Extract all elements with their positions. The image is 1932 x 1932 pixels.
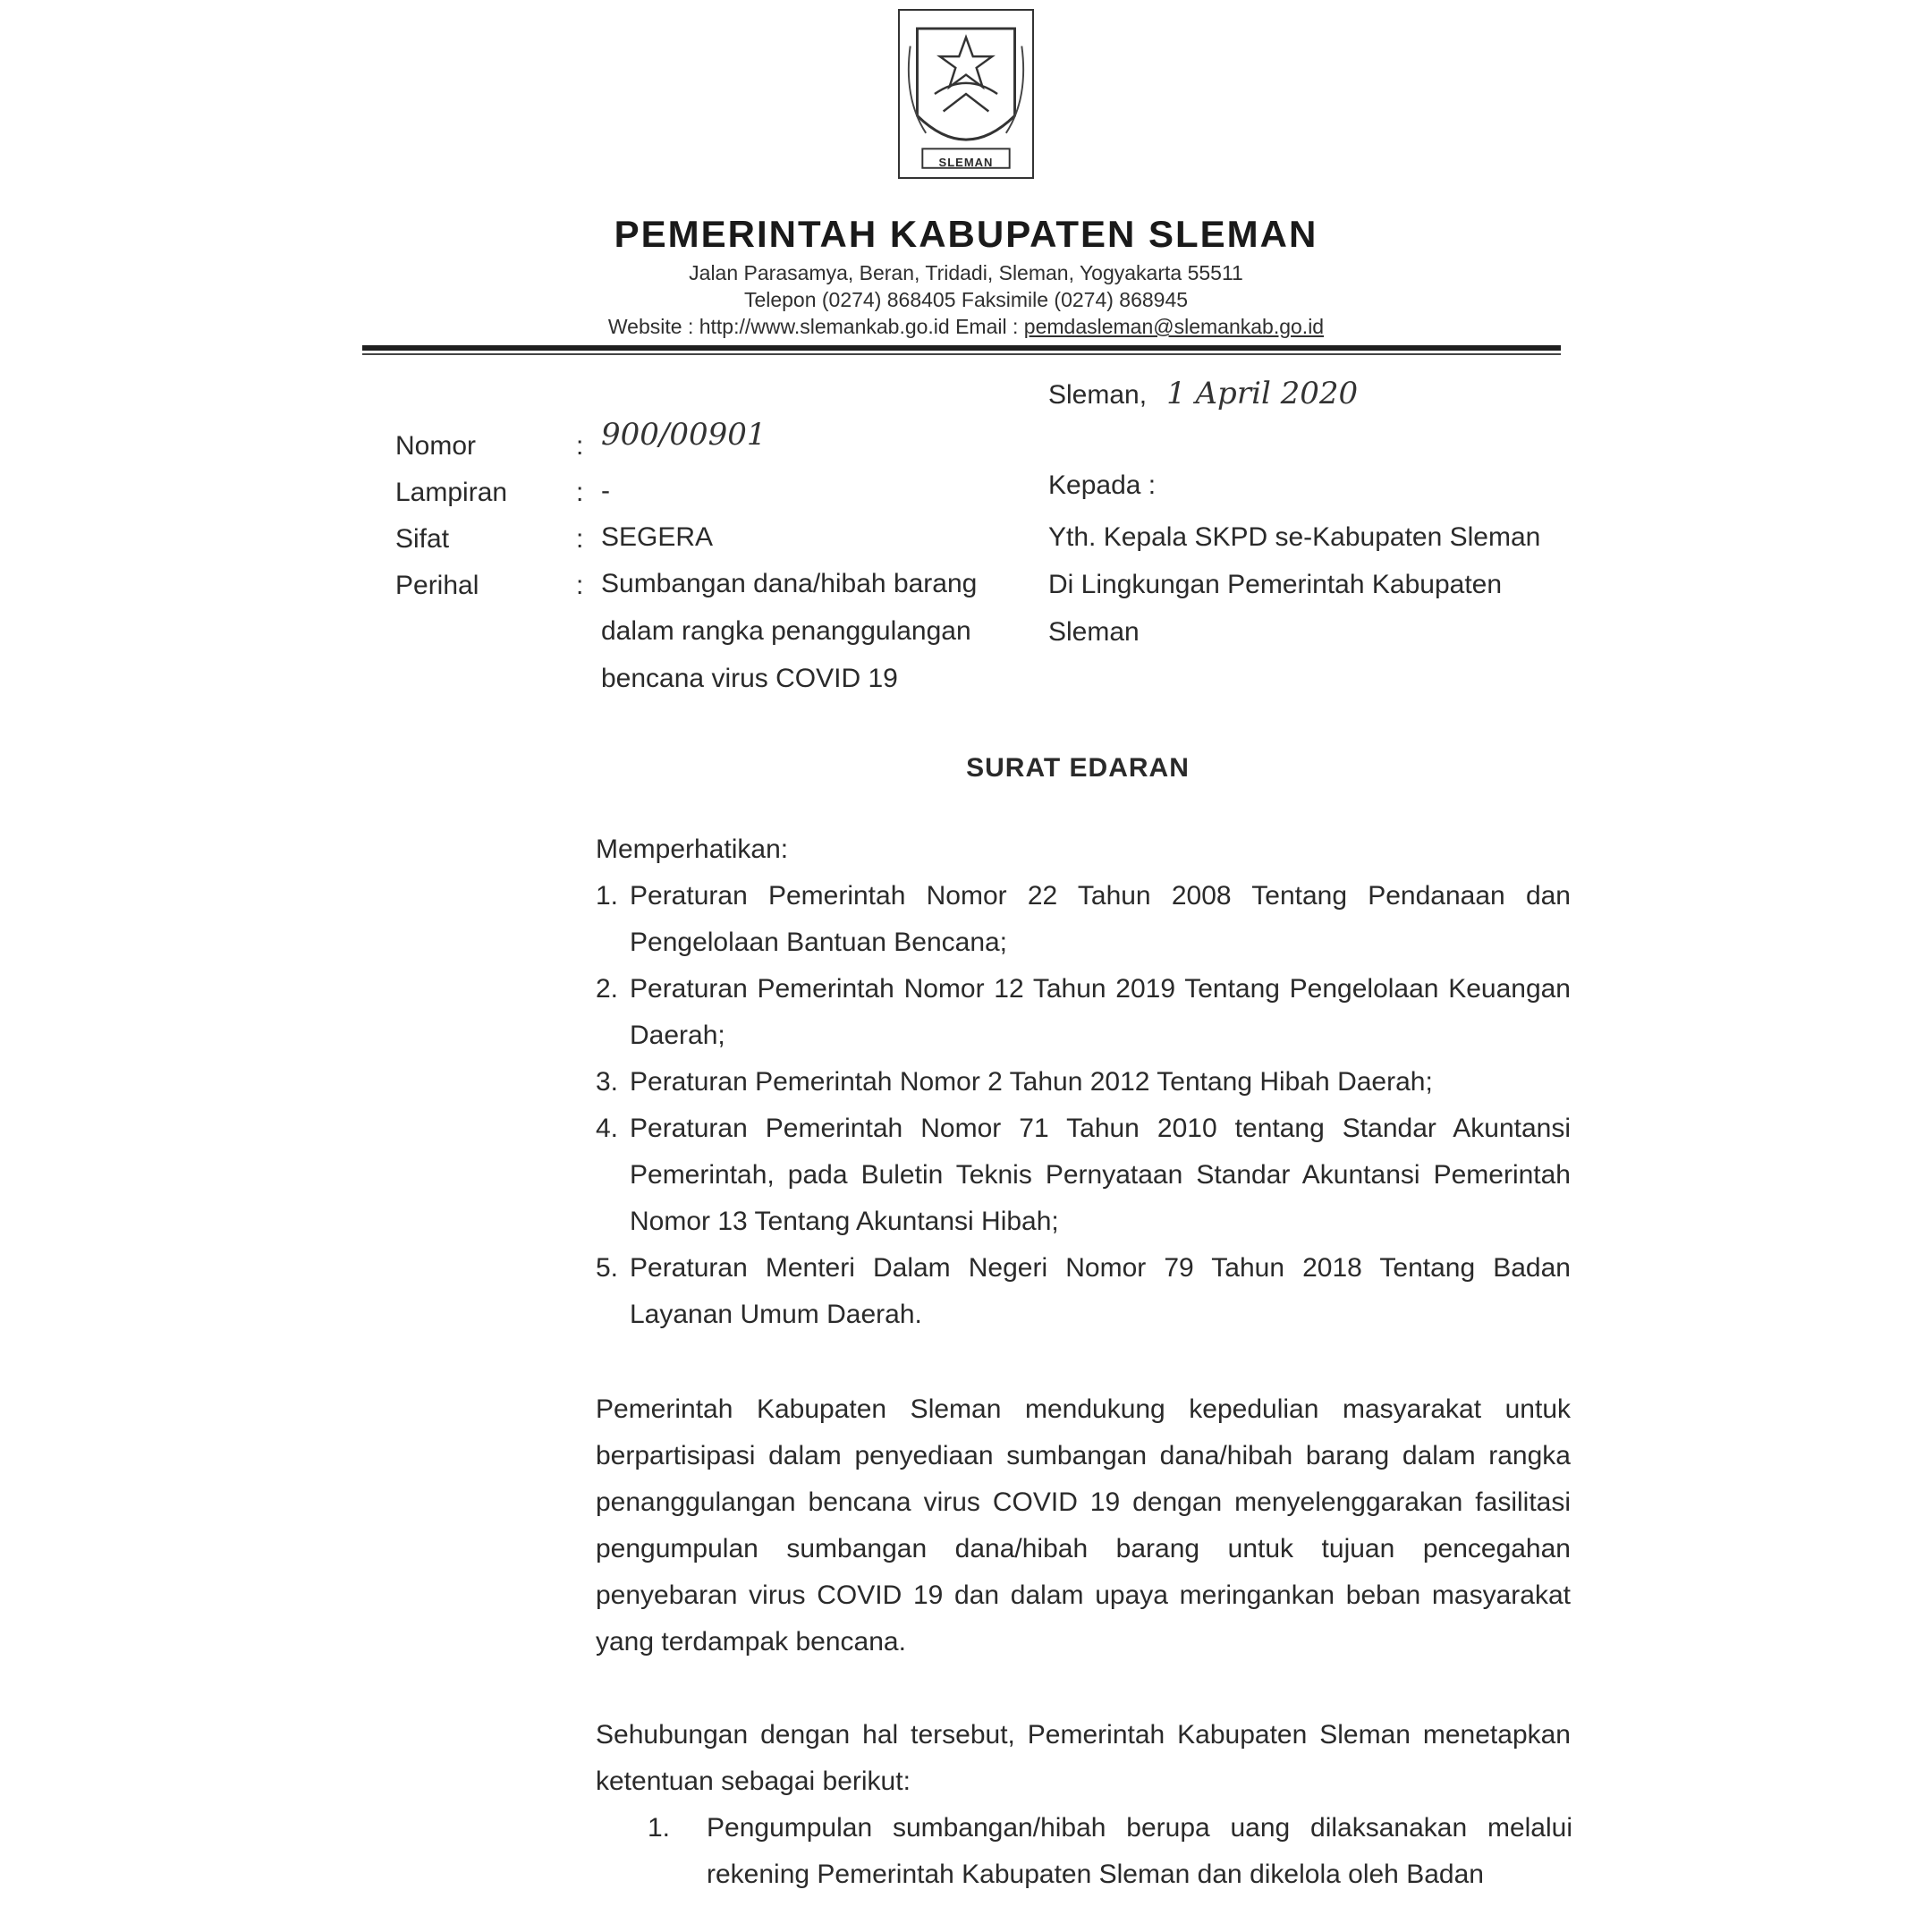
letterhead-divider <box>362 345 1561 351</box>
date-place: Sleman, <box>1048 380 1148 410</box>
recipient-address: Yth. Kepala SKPD se-Kabupaten Sleman Di Lingkungan Pemerintah Kabupaten Sleman <box>1048 522 1541 647</box>
perihal-label: Perihal <box>395 571 479 600</box>
regulation-list <box>596 873 1571 1338</box>
colon: : <box>576 431 584 461</box>
list-text: Peraturan Pemerintah Nomor 12 Tahun 2019 Tentang Pengelolaan Keuangan Daerah; <box>630 974 1571 1050</box>
colon: : <box>576 571 584 600</box>
address-line: Jalan Parasamya, Beran, Tridadi, Sleman, Yogyakarta 55511 <box>689 261 1243 284</box>
body-paragraph-1: Pemerintah Kabupaten Sleman mendukung kepedulian masyarakat untuk berpartisipasi dalam penyediaan sumbangan dana/hibah barang dalam rangka penanggulangan bencana virus COVID 19 dengan menyelenggarakan fasilitasi pengumpulan sumbangan dana/hibah barang untuk tujuan pencegahan penyebaran virus COVID 19 dan dalam upaya meringankan beban masyarakat yang terdampak bencana. <box>596 1394 1571 1657</box>
provision-list <box>648 1805 1572 1898</box>
recipient-heading: Kepada : <box>1048 470 1157 500</box>
list-text: Pengumpulan sumbangan/hibah berupa uang dilaksanakan melalui rekening Pemerintah Kabupaten Sleman dan dikelola oleh Badan <box>707 1813 1572 1889</box>
phone-fax-line: Telepon (0274) 868405 Faksimile (0274) 868945 <box>743 288 1189 311</box>
nomor-value: 900/00901 <box>601 417 767 453</box>
letterhead-divider-thin <box>362 353 1561 355</box>
list-number: 1. <box>596 881 619 911</box>
coat-of-arms-icon <box>900 11 1032 177</box>
sifat-value: SEGERA <box>601 522 714 552</box>
list-number: 5. <box>596 1253 619 1283</box>
list-text: Peraturan Pemerintah Nomor 22 Tahun 2008 Tentang Pendanaan dan Pengelolaan Bantuan Bencana; <box>630 881 1571 957</box>
agency-name: PEMERINTAH KABUPATEN SLEMAN <box>614 213 1318 255</box>
lampiran-value: - <box>601 476 610 505</box>
list-item <box>648 1805 1572 1898</box>
list-item <box>596 873 1571 966</box>
sleman-coat-of-arms-logo <box>898 9 1034 179</box>
colon: : <box>576 478 584 507</box>
document-title: SURAT EDARAN <box>966 753 1190 783</box>
list-text: Peraturan Pemerintah Nomor 2 Tahun 2012 Tentang Hibah Daerah; <box>630 1067 1433 1097</box>
website-text: Website : http://www.slemankab.go.id Email : <box>607 315 1024 338</box>
colon: : <box>576 524 584 554</box>
list-item <box>596 1106 1571 1245</box>
sifat-label: Sifat <box>395 524 450 554</box>
list-number: 1. <box>648 1813 671 1843</box>
perihal-value: Sumbangan dana/hibah barang dalam rangka penanggulangan bencana virus COVID 19 <box>601 569 978 693</box>
lampiran-label: Lampiran <box>395 478 508 507</box>
list-item <box>596 966 1571 1059</box>
website-email-line <box>358 315 1574 339</box>
list-number: 2. <box>596 974 619 1004</box>
letter-date <box>1048 376 1358 411</box>
list-number: 3. <box>596 1067 619 1097</box>
handwritten-date: 1 April 2020 <box>1166 376 1359 411</box>
list-number: 4. <box>596 1114 619 1143</box>
body-paragraph-2: Sehubungan dengan hal tersebut, Pemerintah Kabupaten Sleman menetapkan ketentuan sebagai berikut: <box>596 1720 1571 1796</box>
list-item <box>596 1245 1571 1338</box>
email-link[interactable]: pemdasleman@slemankab.go.id <box>1023 315 1325 338</box>
list-text: Peraturan Pemerintah Nomor 71 Tahun 2010 tentang Standar Akuntansi Pemerintah, pada Buletin Teknis Pernyataan Standar Akuntansi Pemerintah Nomor 13 Tentang Akuntansi Hibah; <box>630 1114 1571 1236</box>
intro-text: Memperhatikan: <box>596 835 789 864</box>
nomor-label: Nomor <box>395 431 477 461</box>
list-text: Peraturan Menteri Dalam Negeri Nomor 79 Tahun 2018 Tentang Badan Layanan Umum Daerah. <box>630 1253 1571 1329</box>
logo-label: SLEMAN <box>938 156 994 169</box>
list-item <box>596 1059 1571 1106</box>
